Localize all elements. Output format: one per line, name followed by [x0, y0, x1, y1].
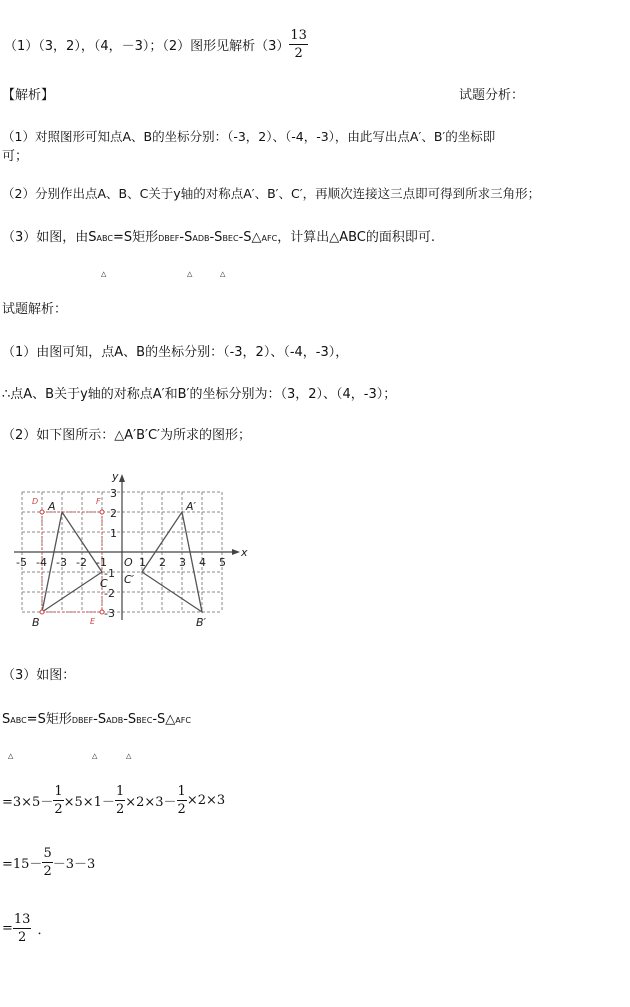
p3-text-f: ，计算出△ABC的面积即可.: [277, 230, 435, 245]
part3-line3: [2, 840, 95, 884]
l3-frac-num: 5: [43, 845, 52, 861]
y-tick: -3: [104, 607, 115, 620]
y-tick: 1: [110, 527, 117, 540]
jiexi-header: 【解析】: [2, 88, 55, 103]
p3-sub-adb: ADB: [192, 234, 210, 243]
label-c-prime: C′: [124, 573, 135, 586]
answer-text: （1）（3，2），（4，－3）；（2）图形见解析（3）: [4, 38, 290, 54]
solution-s3: （2）如下图所示：△A′B′C′为所求的图形；: [2, 428, 252, 443]
analysis-p1-line2: 可；: [2, 149, 29, 164]
l2-frac-3-num: 1: [177, 783, 186, 799]
part3-header: （3）如图：: [2, 668, 76, 683]
label-d: D: [32, 497, 39, 506]
l2-frac-1-num: 1: [54, 783, 63, 799]
p3-text-c: -S: [179, 230, 193, 245]
part3-line4: [2, 906, 50, 950]
p3-sub-afc: AFC: [261, 234, 278, 243]
answer-frac-num: 13: [290, 27, 307, 43]
l2-frac-1-den: 2: [54, 801, 63, 817]
l4-frac-num: 13: [13, 911, 31, 927]
y-tick: -1: [104, 567, 115, 580]
analysis-header: 试题分析：: [459, 88, 525, 103]
analysis-tri-1: △: [101, 270, 107, 278]
l1-sub-abc: ABC: [10, 716, 27, 725]
l3-frac-den: 2: [43, 863, 52, 879]
analysis-tri-2: △: [187, 270, 193, 278]
x-tick: -1: [96, 556, 107, 569]
x-axis-arrow-icon: [232, 549, 240, 555]
x-tick: -5: [16, 556, 27, 569]
l4-frac-den: 2: [18, 929, 27, 945]
p3-text-a: （3）如图，由S: [2, 230, 97, 245]
triangle-abc-prime: [142, 512, 202, 612]
x-tick: 2: [159, 556, 166, 569]
point-d: [40, 510, 44, 514]
solution-s1: （1）由图可知，点A、B的坐标分别：（-3，2）、（-4，-3），: [2, 345, 349, 360]
answer-frac-den: 2: [294, 45, 303, 61]
part3-line2: [2, 778, 225, 822]
y-tick: -2: [104, 587, 115, 600]
l2-frac-2: [115, 785, 125, 816]
x-axis-label: x: [241, 546, 248, 559]
coordinate-figure: [12, 470, 272, 630]
l1-text-d: -S: [123, 712, 137, 727]
solution-s2: ∴点A、B关于y轴的对称点A′和B′的坐标分别为：（3，2）、（4，-3）；: [2, 387, 397, 402]
l3-text-b: －3－3: [52, 856, 96, 872]
l4-text-a: =: [2, 920, 13, 936]
l1-text-a: S: [2, 712, 11, 727]
analysis-p2: （2）分别作出点A、B、C关于y轴的对称点A′、B′、C′，再顺次连接这三点即可得到所求三角形；: [2, 186, 541, 201]
p3-text-d: -S: [209, 230, 223, 245]
l2-frac-2-den: 2: [115, 801, 125, 817]
l1-text-b: =S矩形: [26, 712, 72, 727]
p3-text-e: -S△: [238, 230, 262, 245]
l2-text-d: ×2×3: [186, 792, 226, 808]
label-b-prime: B′: [196, 616, 207, 629]
part3-tri-3: △: [126, 752, 132, 760]
l2-frac-1: [53, 785, 63, 816]
part3-tri-1: △: [8, 752, 14, 760]
triangle-abc: [42, 512, 102, 612]
label-a: A: [48, 500, 56, 513]
label-b: B: [32, 616, 40, 629]
l4-text-b: ．: [37, 922, 51, 938]
solution-header: 试题解析：: [2, 302, 68, 317]
label-f: F: [96, 497, 101, 506]
y-tick: 2: [110, 507, 117, 520]
p3-text-b: =S矩形: [112, 230, 159, 245]
l1-text-e: -S△: [152, 712, 176, 727]
part3-tri-2: △: [92, 752, 98, 760]
p3-sub-bec: BEC: [222, 234, 239, 243]
part3-line1: [2, 708, 191, 727]
answer-line: [4, 22, 308, 66]
l2-frac-2-num: 1: [115, 783, 125, 799]
p3-sub-abc: ABC: [96, 234, 113, 243]
y-axis-label: y: [112, 470, 119, 483]
l3-frac: [42, 847, 52, 878]
y-axis-arrow-icon: [119, 474, 125, 482]
l1-sub-adb: ADB: [106, 716, 124, 725]
l2-text-c: ×2×3－: [125, 794, 177, 810]
answer-fraction: [289, 29, 308, 60]
p3-sub-dbef: DBEF: [158, 234, 180, 243]
l3-text-a: =15－: [2, 856, 43, 872]
l2-frac-3: [177, 785, 187, 816]
origin-label: O: [124, 556, 133, 569]
l1-text-c: -S: [93, 712, 107, 727]
x-tick: 4: [199, 556, 206, 569]
x-tick: 5: [219, 556, 226, 569]
label-a-prime: A′: [186, 500, 197, 513]
label-e: E: [90, 617, 96, 626]
x-tick: -3: [56, 556, 67, 569]
l2-frac-3-den: 2: [177, 801, 186, 817]
y-tick: 3: [110, 487, 117, 500]
point-b: [40, 610, 44, 614]
analysis-p1-line1: （1）对照图形可知点A、B的坐标分别：（-3，2）、（-4，-3），由此写出点A′、B′的坐标即: [2, 129, 496, 144]
l1-sub-afc: AFC: [175, 716, 191, 725]
x-tick: 3: [179, 556, 186, 569]
label-c: C: [100, 577, 108, 590]
l1-sub-dbef: DBEF: [71, 716, 94, 725]
l1-sub-bec: BEC: [136, 716, 153, 725]
analysis-tri-3: △: [220, 270, 226, 278]
x-tick: -2: [76, 556, 87, 569]
point-f: [100, 510, 104, 514]
l4-frac: [13, 913, 32, 944]
l2-text-b: ×5×1－: [63, 794, 115, 810]
x-tick: 1: [139, 556, 146, 569]
x-tick: -4: [36, 556, 47, 569]
analysis-p3: [2, 226, 435, 245]
l2-text-a: =3×5－: [2, 794, 54, 810]
